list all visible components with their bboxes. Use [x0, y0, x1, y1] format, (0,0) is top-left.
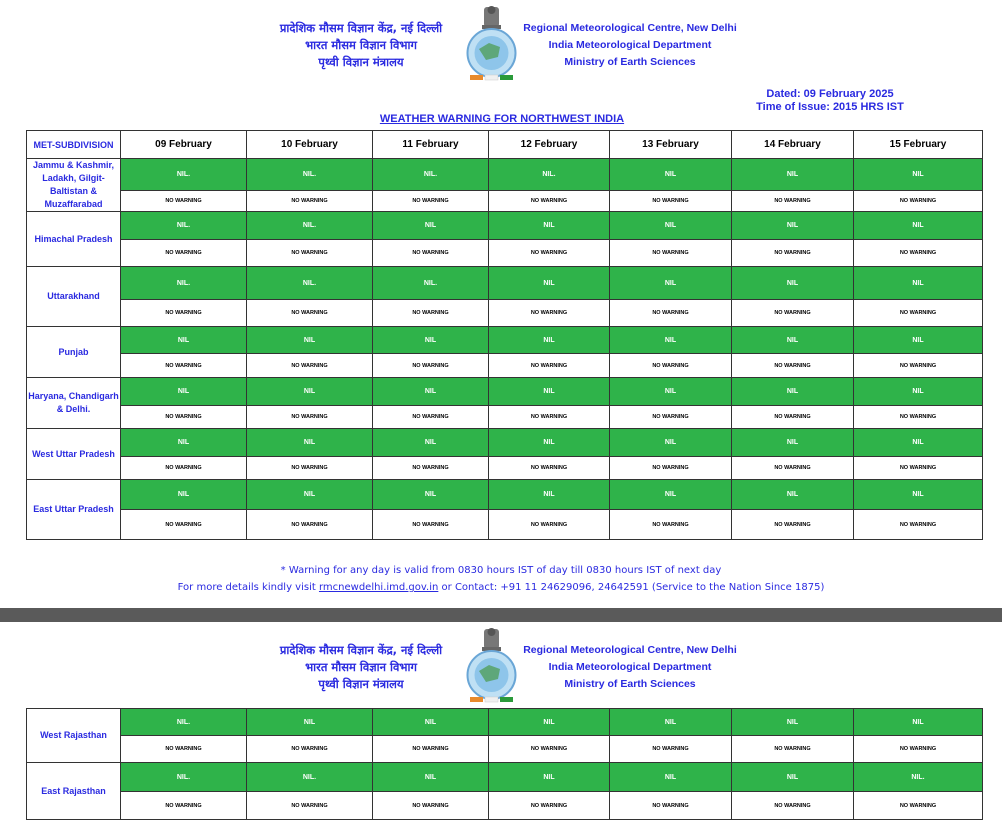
subdivision-name: Himachal Pradesh: [27, 212, 121, 267]
warning-cell: NIL: [854, 480, 983, 510]
table-row: [27, 378, 983, 406]
status-cell: NO WARNING: [610, 240, 732, 267]
warning-cell: NIL: [373, 212, 489, 240]
hindi-header: [255, 20, 467, 71]
status-cell: NO WARNING: [247, 191, 373, 212]
warning-cell: NIL.: [121, 709, 247, 736]
english-header: [510, 20, 750, 71]
status-cell: NO WARNING: [732, 792, 854, 820]
subdivision-name: Punjab: [27, 327, 121, 378]
dated: Dated: 09 February 2025: [766, 88, 894, 100]
table-row: [27, 300, 983, 327]
table-row: [27, 792, 983, 820]
status-cell: NO WARNING: [489, 240, 610, 267]
table-row: [27, 159, 983, 191]
warning-cell: NIL.: [121, 267, 247, 300]
status-cell: NO WARNING: [373, 354, 489, 378]
table-row: [27, 709, 983, 736]
status-cell: NO WARNING: [610, 736, 732, 763]
subdivision-name: West Uttar Pradesh: [27, 429, 121, 480]
warning-cell: NIL: [489, 429, 610, 457]
table-row: [27, 327, 983, 354]
subdivision-name: East Rajasthan: [27, 763, 121, 820]
warning-cell: NIL: [854, 267, 983, 300]
status-cell: NO WARNING: [247, 240, 373, 267]
status-cell: NO WARNING: [247, 510, 373, 540]
warning-cell: NIL: [247, 709, 373, 736]
english-line: Ministry of Earth Sciences: [564, 678, 696, 690]
warning-cell: NIL.: [489, 159, 610, 191]
status-cell: NO WARNING: [489, 354, 610, 378]
date-header: 11 February: [373, 131, 489, 159]
page-separator: [0, 608, 1002, 622]
status-cell: NO WARNING: [489, 792, 610, 820]
warning-cell: NIL: [373, 763, 489, 792]
status-cell: NO WARNING: [247, 736, 373, 763]
subdivision-name: Haryana, Chandigarh & Delhi.: [27, 378, 121, 429]
status-cell: NO WARNING: [489, 300, 610, 327]
status-cell: NO WARNING: [489, 457, 610, 480]
status-cell: NO WARNING: [854, 191, 983, 212]
status-cell: NO WARNING: [854, 406, 983, 429]
hindi-line: पृथ्वी विज्ञान मंत्रालय: [318, 55, 404, 69]
warning-cell: NIL.: [373, 159, 489, 191]
status-cell: NO WARNING: [247, 457, 373, 480]
status-cell: NO WARNING: [247, 406, 373, 429]
status-cell: NO WARNING: [121, 300, 247, 327]
warning-cell: NIL: [247, 480, 373, 510]
table-row: [27, 212, 983, 240]
status-cell: NO WARNING: [373, 300, 489, 327]
status-cell: NO WARNING: [121, 191, 247, 212]
subdivision-name: East Uttar Pradesh: [27, 480, 121, 540]
warning-cell: NIL: [732, 429, 854, 457]
hindi-line: पृथ्वी विज्ञान मंत्रालय: [318, 677, 404, 691]
warning-cell: NIL: [121, 327, 247, 354]
status-cell: NO WARNING: [854, 354, 983, 378]
table-row: [27, 763, 983, 792]
english-line: India Meteorological Department: [548, 39, 712, 51]
warning-cell: NIL: [489, 763, 610, 792]
subdivision-name: Jammu & Kashmir, Ladakh, Gilgit-Baltistan & Muzaffarabad: [27, 159, 121, 212]
warning-cell: NIL.: [373, 267, 489, 300]
status-cell: NO WARNING: [373, 240, 489, 267]
warning-cell: NIL: [854, 429, 983, 457]
page-title: WEATHER WARNING FOR NORTHWEST INDIA: [379, 113, 625, 125]
warning-cell: NIL: [610, 763, 732, 792]
status-cell: NO WARNING: [373, 510, 489, 540]
status-cell: NO WARNING: [732, 240, 854, 267]
date-header: 10 February: [247, 131, 373, 159]
english-line: Regional Meteorological Centre, New Delhi: [523, 22, 737, 34]
status-cell: NO WARNING: [489, 510, 610, 540]
date-header: 15 February: [854, 131, 983, 159]
status-cell: NO WARNING: [121, 736, 247, 763]
status-cell: NO WARNING: [854, 457, 983, 480]
status-cell: NO WARNING: [121, 457, 247, 480]
status-cell: NO WARNING: [373, 736, 489, 763]
validity-note: * Warning for any day is valid from 0830 hours IST of day till 0830 hours IST of next day: [280, 565, 722, 576]
warning-cell: NIL: [373, 378, 489, 406]
warning-cell: NIL: [247, 429, 373, 457]
warning-cell: NIL: [732, 159, 854, 191]
status-cell: NO WARNING: [247, 792, 373, 820]
warning-cell: NIL: [732, 267, 854, 300]
warning-cell: NIL: [373, 429, 489, 457]
warning-cell: NIL: [854, 159, 983, 191]
english-header: [510, 642, 750, 693]
hindi-header: [255, 642, 467, 693]
warning-cell: NIL: [732, 480, 854, 510]
warning-cell: NIL: [610, 429, 732, 457]
status-cell: NO WARNING: [373, 406, 489, 429]
warning-cell: NIL: [121, 480, 247, 510]
warning-cell: NIL: [489, 212, 610, 240]
warning-cell: NIL: [732, 327, 854, 354]
status-cell: NO WARNING: [732, 191, 854, 212]
warning-cell: NIL: [610, 378, 732, 406]
details-prefix: For more details kindly visit: [177, 582, 316, 593]
hindi-line: भारत मौसम विज्ञान विभाग: [305, 660, 417, 674]
status-cell: NO WARNING: [121, 240, 247, 267]
status-cell: NO WARNING: [610, 792, 732, 820]
table-row: [27, 457, 983, 480]
warning-cell: NIL.: [121, 212, 247, 240]
warning-cell: NIL.: [121, 763, 247, 792]
contact-text: or Contact: +91 11 24629096, 24642591 (Service to the Nation Since 1875): [441, 582, 825, 593]
date-header: 14 February: [732, 131, 854, 159]
status-cell: NO WARNING: [732, 354, 854, 378]
status-cell: NO WARNING: [489, 191, 610, 212]
warning-table: [26, 130, 983, 540]
status-cell: NO WARNING: [121, 406, 247, 429]
status-cell: NO WARNING: [610, 300, 732, 327]
issue-info: [740, 88, 920, 114]
english-line: Regional Meteorological Centre, New Delhi: [523, 644, 737, 656]
warning-cell: NIL: [610, 327, 732, 354]
warning-cell: NIL: [610, 212, 732, 240]
warning-cell: NIL: [732, 212, 854, 240]
website-link[interactable]: rmcnewdelhi.imd.gov.in: [318, 582, 439, 593]
status-cell: NO WARNING: [610, 457, 732, 480]
page-2: [0, 622, 1002, 831]
table-row: [27, 510, 983, 540]
warning-cell: NIL: [121, 378, 247, 406]
status-cell: NO WARNING: [610, 510, 732, 540]
table-row: [27, 267, 983, 300]
warning-cell: NIL: [373, 709, 489, 736]
warning-cell: NIL.: [121, 159, 247, 191]
warning-cell: NIL: [373, 480, 489, 510]
status-cell: NO WARNING: [610, 354, 732, 378]
warning-cell: NIL: [489, 378, 610, 406]
warning-cell: NIL: [247, 327, 373, 354]
warning-cell: NIL: [489, 709, 610, 736]
warning-cell: NIL: [610, 709, 732, 736]
status-cell: NO WARNING: [489, 736, 610, 763]
warning-cell: NIL: [373, 327, 489, 354]
warning-cell: NIL: [610, 159, 732, 191]
status-cell: NO WARNING: [247, 300, 373, 327]
warning-cell: NIL: [732, 709, 854, 736]
status-cell: NO WARNING: [854, 792, 983, 820]
status-cell: NO WARNING: [732, 736, 854, 763]
warning-cell: NIL: [854, 327, 983, 354]
warning-cell: NIL: [610, 267, 732, 300]
status-cell: NO WARNING: [373, 457, 489, 480]
status-cell: NO WARNING: [732, 510, 854, 540]
table-row: [27, 240, 983, 267]
warning-cell: NIL: [489, 267, 610, 300]
hindi-line: प्रादेशिक मौसम विज्ञान केंद्र, नई दिल्ली: [279, 21, 443, 35]
table-row: [27, 191, 983, 212]
status-cell: NO WARNING: [854, 736, 983, 763]
warning-cell: NIL: [854, 212, 983, 240]
warning-cell: NIL: [854, 378, 983, 406]
table-row: [27, 354, 983, 378]
warning-cell: NIL: [489, 327, 610, 354]
date-header: 09 February: [121, 131, 247, 159]
subdivision-header: MET-SUBDIVISION: [27, 131, 121, 159]
status-cell: NO WARNING: [610, 406, 732, 429]
status-cell: NO WARNING: [247, 354, 373, 378]
table-row: [27, 736, 983, 763]
status-cell: NO WARNING: [732, 457, 854, 480]
warning-cell: NIL.: [247, 159, 373, 191]
status-cell: NO WARNING: [854, 240, 983, 267]
subdivision-name: Uttarakhand: [27, 267, 121, 327]
warning-cell: NIL: [247, 378, 373, 406]
hindi-line: भारत मौसम विज्ञान विभाग: [305, 38, 417, 52]
table-row: [27, 429, 983, 457]
status-cell: NO WARNING: [854, 510, 983, 540]
warning-cell: NIL: [489, 480, 610, 510]
date-header: 12 February: [489, 131, 610, 159]
status-cell: NO WARNING: [732, 300, 854, 327]
status-cell: NO WARNING: [373, 792, 489, 820]
warning-cell: NIL: [854, 709, 983, 736]
subdivision-name: West Rajasthan: [27, 709, 121, 763]
status-cell: NO WARNING: [121, 792, 247, 820]
hindi-line: प्रादेशिक मौसम विज्ञान केंद्र, नई दिल्ली: [279, 643, 443, 657]
status-cell: NO WARNING: [489, 406, 610, 429]
status-cell: NO WARNING: [854, 300, 983, 327]
english-line: India Meteorological Department: [548, 661, 712, 673]
warning-cell: NIL.: [247, 267, 373, 300]
time-of-issue: Time of Issue: 2015 HRS IST: [756, 101, 904, 113]
warning-cell: NIL.: [247, 763, 373, 792]
table-row: [27, 406, 983, 429]
status-cell: NO WARNING: [121, 354, 247, 378]
warning-cell: NIL.: [247, 212, 373, 240]
table-row: [27, 480, 983, 510]
warning-cell: NIL.: [854, 763, 983, 792]
status-cell: NO WARNING: [610, 191, 732, 212]
contact-line: [0, 582, 1002, 593]
warning-cell: NIL: [121, 429, 247, 457]
english-line: Ministry of Earth Sciences: [564, 56, 696, 68]
status-cell: NO WARNING: [121, 510, 247, 540]
warning-cell: NIL: [732, 378, 854, 406]
warning-cell: NIL: [732, 763, 854, 792]
warning-cell: NIL: [610, 480, 732, 510]
date-header: 13 February: [610, 131, 732, 159]
table-header-row: [27, 131, 983, 159]
status-cell: NO WARNING: [373, 191, 489, 212]
warning-table-continued: [26, 708, 983, 820]
status-cell: NO WARNING: [732, 406, 854, 429]
